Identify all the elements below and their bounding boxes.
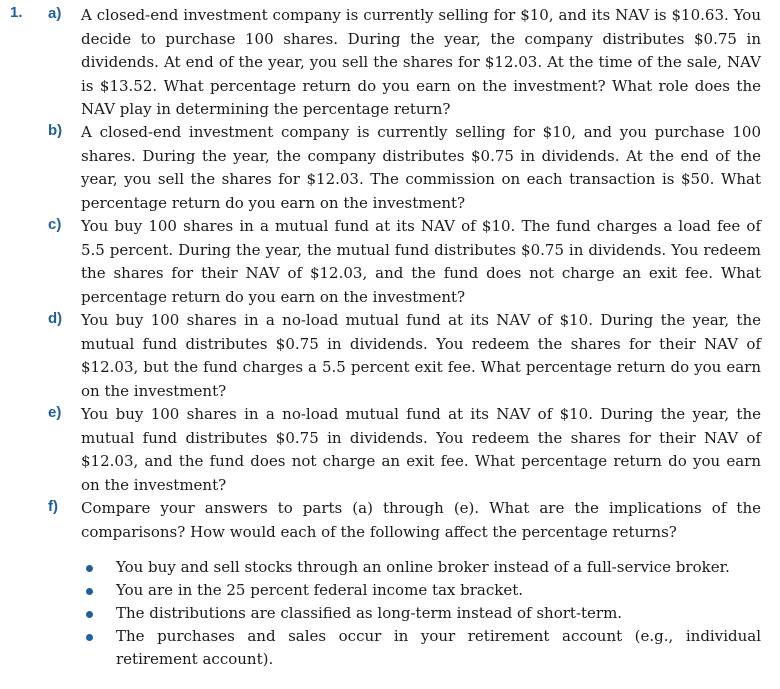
part-e-label: e) xyxy=(48,404,62,421)
part-e-text: You buy 100 shares in a no-load mutual fund at its NAV of $10. During the year, the mutual fund distributes $0.75 in dividends. You redeem the shares for their NAV of $12.03, and the fund does not charge an exit fee. What percentage return do you earn on the investment? xyxy=(81,405,761,494)
part-d-text: You buy 100 shares in a no-load mutual fund at its NAV of $10. During the year, the mutual fund distributes $0.75 in dividends. You redeem the shares for their NAV of $12.03, but the fund charges a 5.5 percent exit fee. What percentage return do you earn on the investment? xyxy=(81,311,761,400)
bullet-item xyxy=(0,556,780,579)
part-f-label: f) xyxy=(48,498,58,515)
bullet-item xyxy=(0,579,780,602)
part-b-label: b) xyxy=(48,122,63,139)
question-number: 1. xyxy=(10,4,23,21)
part-a-label: a) xyxy=(48,5,62,22)
bullet-text: You buy and sell stocks through an online broker instead of a full-service broker. xyxy=(116,558,730,576)
part-a-text: A closed-end investment company is currently selling for $10, and its NAV is $10.63. You decide to purchase 100 shares. During the year, the company distributes $0.75 in dividends. At end of the year, you sell the shares for $12.03. At the time of the sale, NAV is $13.52. What percentage return do you earn on the investment? What role does the NAV play in determining the percentage return? xyxy=(81,6,761,118)
bullet-icon xyxy=(86,565,93,572)
bullet-list xyxy=(0,556,780,671)
part-f-text: Compare your answers to parts (a) through (e). What are the implications of the comparisons? How would each of the following affect the percentage returns? xyxy=(81,499,761,541)
part-c-text: You buy 100 shares in a mutual fund at its NAV of $10. The fund charges a load fee of 5.5 percent. During the year, the mutual fund distributes $0.75 in dividends. You redeem the shares for their NAV of $12.03, and the fund does not charge an exit fee. What percentage return do you earn on the investment? xyxy=(81,217,761,306)
part-b-text: A closed-end investment company is currently selling for $10, and you purchase 100 shares. During the year, the company distributes $0.75 in dividends. At the end of the year, you sell the shares for $12.03. The commission on each transaction is $50. What percentage return do you earn on the investment? xyxy=(81,123,761,212)
part-d-label: d) xyxy=(48,310,63,327)
bullet-text: The purchases and sales occur in your retirement account (e.g., individual retirement account). xyxy=(116,627,761,668)
bullet-icon xyxy=(86,588,93,595)
bullet-text: You are in the 25 percent federal income tax bracket. xyxy=(116,581,524,599)
bullet-item xyxy=(0,602,780,625)
bullet-item xyxy=(0,625,780,671)
part-c-label: c) xyxy=(48,216,62,233)
bullet-icon xyxy=(86,611,93,618)
bullet-text: The distributions are classified as long-term instead of short-term. xyxy=(116,604,623,622)
bullet-icon xyxy=(86,634,93,641)
